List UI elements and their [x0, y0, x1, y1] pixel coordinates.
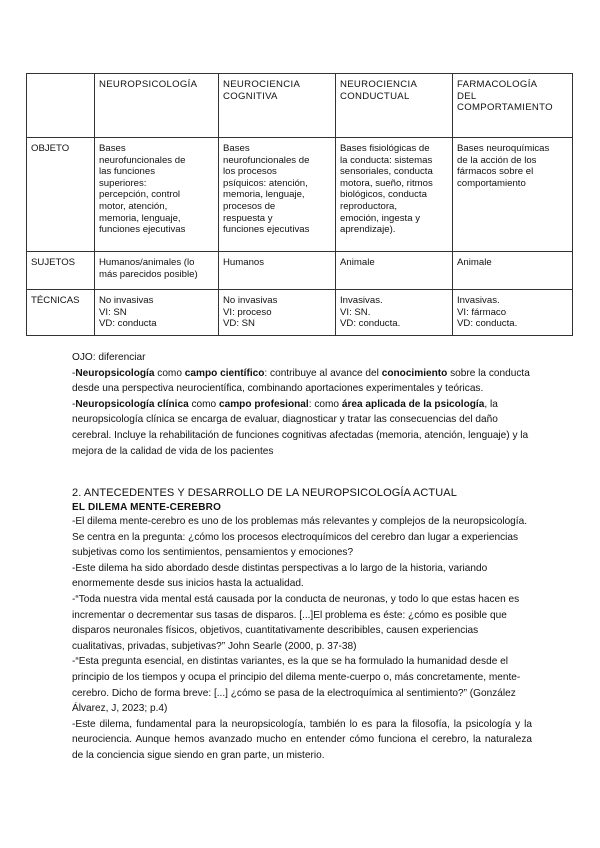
- section-subheading: EL DILEMA MENTE-CEREBRO: [72, 502, 222, 513]
- ojo-note: [72, 350, 532, 459]
- section-antecedentes: [72, 486, 532, 764]
- paragraph: -Este dilema, fundamental para la neuropsicología, también lo es para la filosofía, la psicología y la neurociencia. Aunque hemos avanzado mucho en entender cómo funciona el cerebro, la naturaleza de la conciencia sigue siendo en gran parte, un misterio.: [72, 718, 532, 761]
- table-cell: Humanos/animales (lo más parecidos posible): [95, 252, 219, 290]
- header-neurociencia-conductual: NEUROCIENCIA CONDUCTUAL: [336, 74, 453, 138]
- table-row-objeto: [27, 138, 573, 252]
- header-neurociencia-cognitiva: NEUROCIENCIA COGNITIVA: [219, 74, 336, 138]
- header-cell-empty: [27, 74, 95, 138]
- paragraph: -Este dilema ha sido abordado desde distintas perspectivas a lo largo de la historia, variando enormemente desde sus inicios hasta la actualidad.: [72, 562, 488, 590]
- quote-searle: -“Toda nuestra vida mental está causada por la conducta de neuronas, y todo lo que estas hacen es incrementar o decrementar sus tasas de disparos. [...]El problema es éste: ¿cómo es posible que disparos neuronales físicos, objetivos, cuantitativamente describibles, causen experiencias cualitativas, privadas, subjetivas?” John Searle (2000, p. 37-38): [72, 593, 520, 652]
- table-cell: Animale: [336, 252, 453, 290]
- comparison-table: [26, 73, 573, 336]
- paragraph: -El dilema mente-cerebro es uno de los problemas más relevantes y complejos de la neuropsicología. Se centra en la pregunta: ¿cómo los procesos electroquímicos del cerebro dan lugar a experiencias subjetivas como los sentimientos, pensamientos y emociones?: [72, 516, 528, 559]
- table-row-sujetos: [27, 252, 573, 290]
- row-label-tecnicas: TÉCNICAS: [27, 290, 95, 336]
- table-cell: Invasivas. VI: fármaco VD: conducta.: [453, 290, 573, 336]
- ojo-paragraph-neuropsicologia: -Neuropsicología como campo científico: contribuye al avance del conocimiento sobre la conducta desde una perspectiva neurocientífica, combinando aportaciones experimentales y teóricas.: [72, 367, 530, 395]
- quote-gonzalez: -“Esta pregunta esencial, en distintas variantes, es la que se ha formulado la humanidad desde el principio de los tiempos y ocupa el principio del dilema mente-cuerpo o, más concretamente, mente-cerebro. Dicho de forma breve: [...] ¿cómo se pasa de la electroquímica al sentimiento?” (González Álvarez, J, 2023; p.4): [72, 656, 521, 715]
- row-label-sujetos: SUJETOS: [27, 252, 95, 290]
- table-cell: Bases neurofuncionales de los procesos psíquicos: atención, memoria, lenguaje, procesos de respuesta y funciones ejecutivas: [219, 138, 336, 252]
- header-farmacologia: FARMACOLOGÍA DEL COMPORTAMIENTO: [453, 74, 573, 138]
- table-row-tecnicas: [27, 290, 573, 336]
- table-cell: No invasivas VI: SN VD: conducta: [95, 290, 219, 336]
- table-cell: Bases neurofuncionales de las funciones superiores: percepción, control motor, atención, memoria, lenguaje, funciones ejecutivas: [95, 138, 219, 252]
- table-cell: Humanos: [219, 252, 336, 290]
- table-cell: Bases fisiológicas de la conducta: sistemas sensoriales, conducta motora, sueño, ritmos biológicos, conducta reproductora, emoción, ingesta y aprendizaje).: [336, 138, 453, 252]
- ojo-paragraph-clinica: -Neuropsicología clínica como campo profesional: como área aplicada de la psicología, la neuropsicología clínica se encarga de evaluar, diagnosticar y tratar las consecuencias del daño cerebral. Incluye la rehabilitación de funciones cognitivas afectadas (memoria, atención, lenguaje) y la mejora de la calidad de vida de los pacientes: [72, 398, 529, 457]
- row-label-objeto: OBJETO: [27, 138, 95, 252]
- ojo-title: OJO: diferenciar: [72, 352, 146, 363]
- header-neuropsicologia: NEUROPSICOLOGÍA: [95, 74, 219, 138]
- table-cell: Invasivas. VI: SN. VD: conducta.: [336, 290, 453, 336]
- table-cell: No invasivas VI: proceso VD: SN: [219, 290, 336, 336]
- table-cell: Animale: [453, 252, 573, 290]
- table-header-row: [27, 74, 573, 138]
- section-heading: 2. ANTECEDENTES Y DESARROLLO DE LA NEUROPSICOLOGÍA ACTUAL: [72, 487, 457, 499]
- table-cell: Bases neuroquímicas de la acción de los fármacos sobre el comportamiento: [453, 138, 573, 252]
